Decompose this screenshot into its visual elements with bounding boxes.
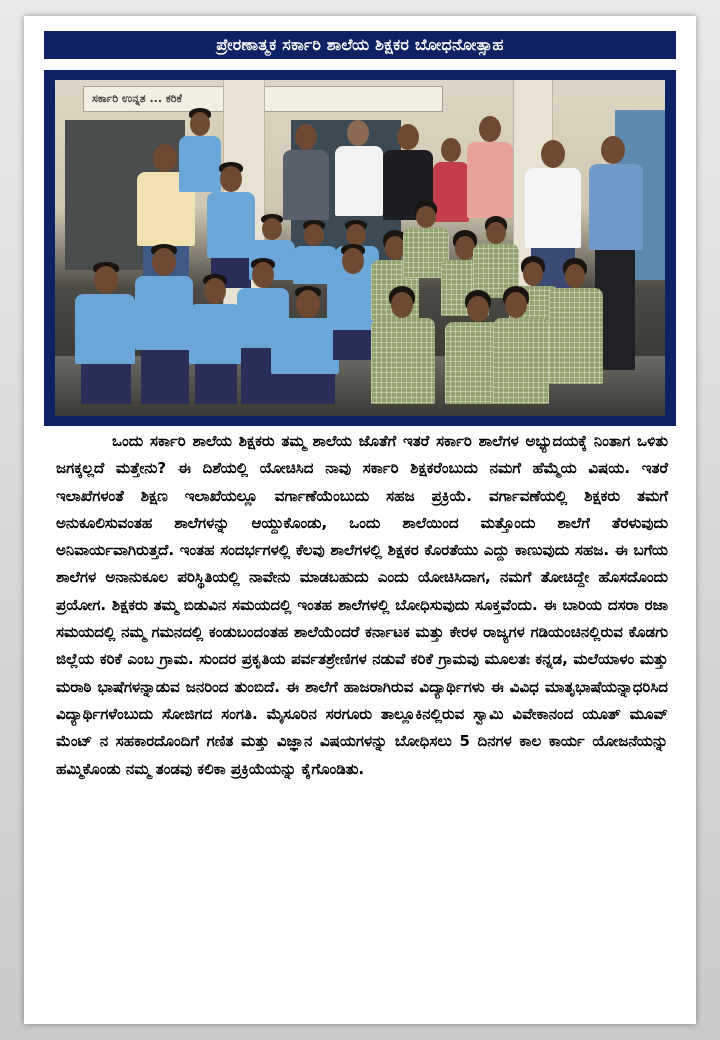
group-photo-frame: [44, 70, 676, 426]
article-title: [44, 31, 676, 59]
group-photo: [55, 80, 665, 416]
article-body-paragraph: ಒಂದು ಸರ್ಕಾರಿ ಶಾಲೆಯ ಶಿಕ್ಷಕರು ತಮ್ಮ ಶಾಲೆಯ ಜೊತೆಗೆ ಇತರೆ ಸರ್ಕಾರಿ ಶಾಲೆಗಳ ಅಭ್ಯುದಯಕ್ಕೆ ನಿಂತಾಗ ಒಳಿತು ಜಗಕ್ಕಲ್ಲದೆ ಮತ್ತೇನು? ಈ ದಿಶೆಯಲ್ಲಿ ಯೋಚಿಸಿದ ನಾವು ಸರ್ಕಾರಿ ಶಿಕ್ಷಕರೆಂಬುದು ನಮಗೆ ಹೆಮ್ಮೆಯ ವಿಷಯ. ಇತರೆ ಇಲಾಖೆಗಳಂತೆ ಶಿಕ್ಷಣ ಇಲಾಖೆಯಲ್ಲೂ ವರ್ಗಾಣೆಯೆಂಬುದು ಸಹಜ ಪ್ರಕ್ರಿಯೆ. ವರ್ಗಾವಣೆಯಲ್ಲಿ ಶಿಕ್ಷಕರು ತಮಗೆ ಅನುಕೂಲಿಸುವಂತಹ ಶಾಲೆಗಳನ್ನು ಆಯ್ದುಕೊಂಡು, ಒಂದು ಶಾಲೆಯಿಂದ ಮತ್ತೊಂದು ಶಾಲೆಗೆ ತೆರಳುವುದು ಅನಿವಾರ್ಯವಾಗಿರುತ್ತದೆ. ಇಂತಹ ಸಂದರ್ಭಗಳಲ್ಲಿ ಕೆಲವು ಶಾಲೆಗಳಲ್ಲಿ ಶಿಕ್ಷಕರ ಕೊರತೆಯು ಎದ್ದು ಕಾಣುವುದು ಸಹಜ. ಈ ಬಗೆಯ ಶಾಲೆಗಳ ಅನಾನುಕೂಲ ಪರಿಸ್ಥಿತಿಯಲ್ಲಿ ನಾವೇನು ಮಾಡಬಹುದು ಎಂದು ಯೋಚಿಸಿದಾಗ, ನಮಗೆ ತೋಚಿದ್ದೇ ಹೊಸದೊಂದು ಪ್ರಯೋಗ. ಶಿಕ್ಷಕರು ತಮ್ಮ ಬಿಡುವಿನ ಸಮಯದಲ್ಲಿ ಇಂತಹ ಶಾಲೆಗಳಲ್ಲಿ ಬೋಧಿಸುವುದು ಸೂಕ್ತವೆಂದು. ಈ ಬಾರಿಯ ದಸರಾ ರಜಾ ಸಮಯದಲ್ಲಿ ನಮ್ಮ ಗಮನದಲ್ಲಿ ಕಂಡುಬಂದಂತಹ ಶಾಲೆಯೆಂದರೆ ಕರ್ನಾಟಕ ಮತ್ತು ಕೇರಳ ರಾಜ್ಯಗಳ ಗಡಿಯಂಚಿನಲ್ಲಿರುವ ಕೊಡಗು ಜಿಲ್ಲೆಯ ಕರಿಕೆ ಎಂಬ ಗ್ರಾಮ. ಸುಂದರ ಪ್ರಕೃತಿಯ ಪರ್ವತಶ್ರೇಣಿಗಳ ನಡುವೆ ಕರಿಕೆ ಗ್ರಾಮವು ಮೂಲತಃ ಕನ್ನಡ, ಮಲೆಯಾಳಂ ಮತ್ತು ಮರಾಠಿ ಭಾಷೆಗಳನ್ನಾಡುವ ಜನರಿಂದ ತುಂಬಿದೆ. ಈ ಶಾಲೆಗೆ ಹಾಜರಾಗಿರುವ ವಿದ್ಯಾರ್ಥಿಗಳು ಈ ವಿವಿಧ ಮಾತೃಭಾಷೆಯನ್ನಾಧರಿಸಿದ ವಿದ್ಯಾರ್ಥಿಗಳೆಂಬುದು ಸೋಜಿಗದ ಸಂಗತಿ. ಮೈಸೂರಿನ ಸರಗೂರು ತಾಲ್ಲೂಕಿನಲ್ಲಿರುವ ಸ್ವಾಮಿ ವಿವೇಕಾನಂದ ಯೂತ್ ಮೂವ್ ಮೆಂಟ್ ನ ಸಹಕಾರದೊಂದಿಗೆ ಗಣಿತ ಮತ್ತು ವಿಜ್ಞಾನ ವಿಷಯಗಳನ್ನು ಬೋಧಿಸಲು 5 ದಿನಗಳ ಕಾಲ ಕಾರ್ಯ ಯೋಜನೆಯನ್ನು ಹಮ್ಮಿಕೊಂಡು ನಮ್ಮ ತಂಡವು ಕಲಿಕಾ ಪ್ರಕ್ರಿಯೆಯನ್ನು ಕೈಗೊಂಡಿತು.: [56, 432, 668, 778]
school-wall-sign-text: ಸರ್ಕಾರಿ ಉನ್ನತ ... ಕರಿಕೆ: [92, 92, 182, 105]
article-title-text: ಪ್ರೇರಣಾತ್ಮಕ ಸರ್ಕಾರಿ ಶಾಲೆಯ ಶಿಕ್ಷಕರ ಬೋಧನೋತ್ಸಾಹ: [216, 35, 504, 54]
